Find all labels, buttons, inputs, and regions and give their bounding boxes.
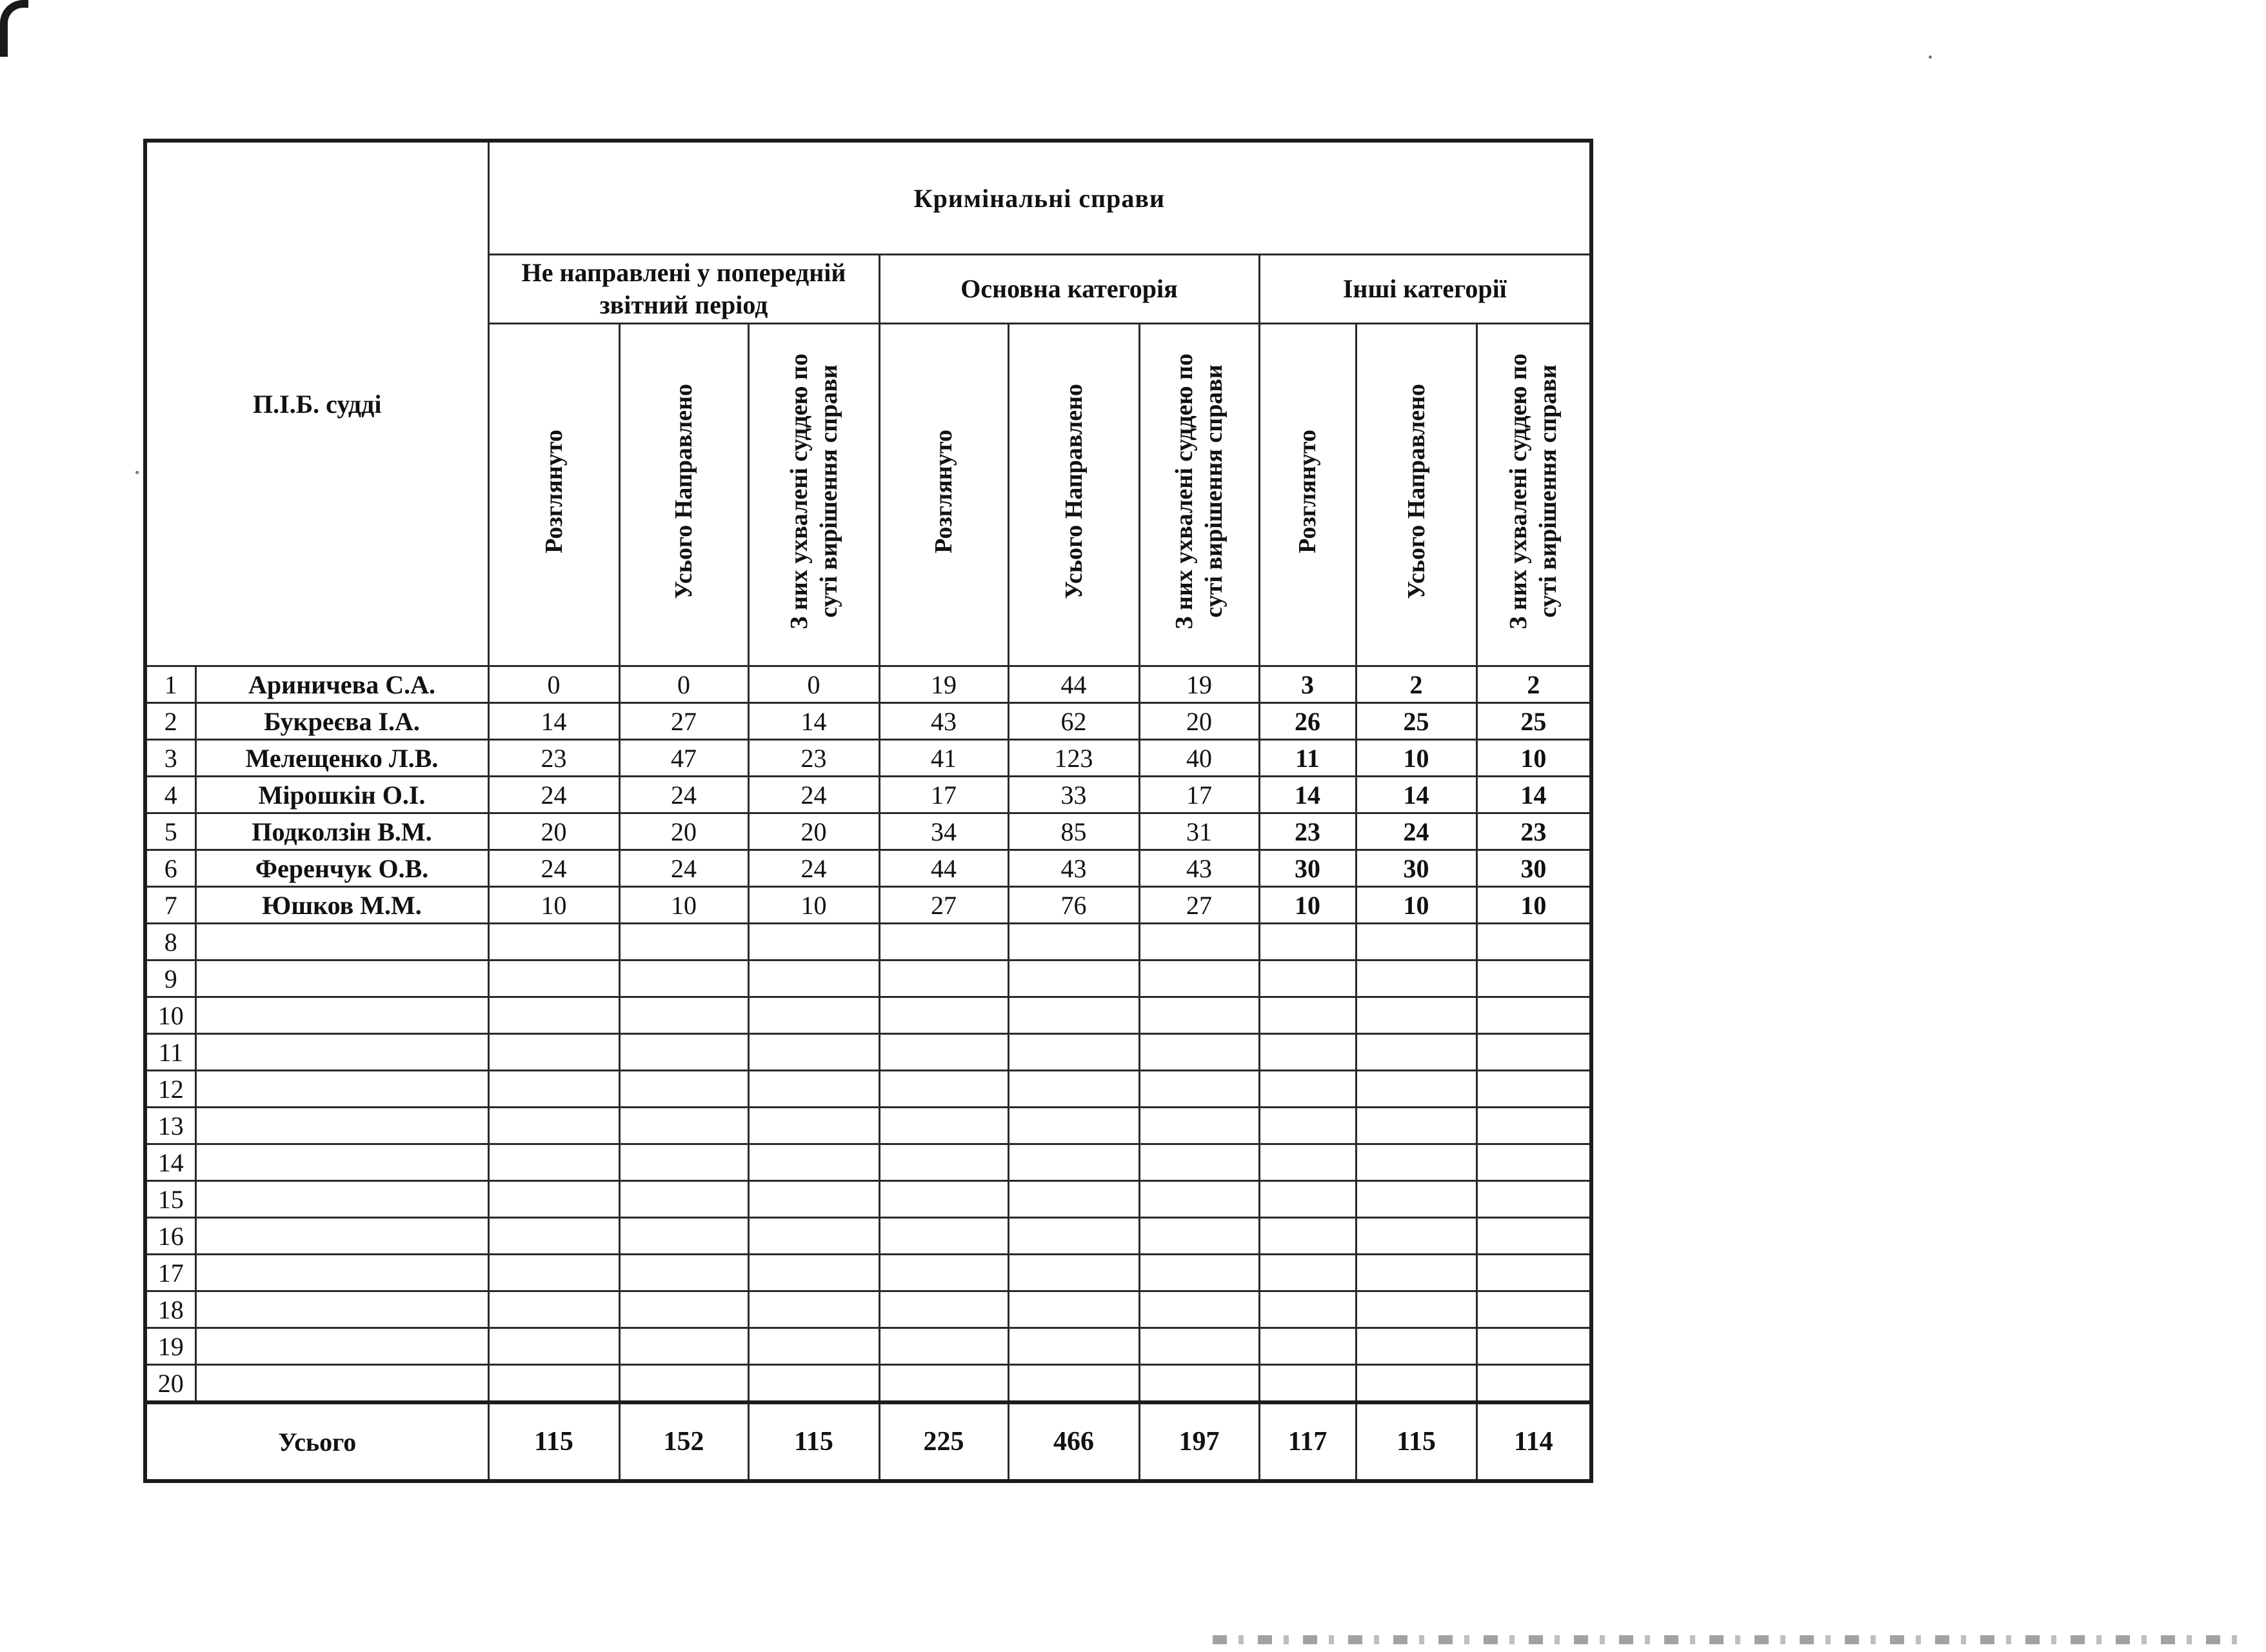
value-cell: [1008, 1365, 1139, 1403]
total-value: 466: [1008, 1402, 1139, 1481]
judge-name-cell: [195, 1365, 488, 1403]
value-cell: [1259, 1181, 1356, 1218]
value-cell: 10: [619, 887, 748, 924]
value-cell: [1259, 1291, 1356, 1328]
judge-name-cell: [195, 1255, 488, 1291]
total-value: 114: [1476, 1402, 1591, 1481]
total-value: 115: [1356, 1402, 1476, 1481]
value-cell: [748, 1328, 879, 1365]
value-cell: [1356, 1034, 1476, 1071]
total-value: 115: [748, 1402, 879, 1481]
row-number: 6: [145, 850, 195, 887]
value-cell: [1139, 1291, 1259, 1328]
value-cell: 10: [748, 887, 879, 924]
table-body: [145, 666, 1591, 1403]
value-cell: 24: [619, 777, 748, 813]
value-cell: 19: [1139, 666, 1259, 703]
value-cell: 20: [1139, 703, 1259, 740]
value-cell: [1008, 1071, 1139, 1108]
value-cell: 24: [488, 850, 619, 887]
value-cell: 25: [1476, 703, 1591, 740]
report-table: [143, 139, 1593, 1483]
value-cell: [1259, 1034, 1356, 1071]
total-label: Усього: [145, 1402, 488, 1481]
row-number: 20: [145, 1365, 195, 1403]
value-cell: 17: [1139, 777, 1259, 813]
table-row: [145, 960, 1591, 997]
total-row: [145, 1402, 1591, 1481]
value-cell: [748, 924, 879, 960]
value-cell: [488, 1255, 619, 1291]
value-cell: [1139, 1255, 1259, 1291]
value-cell: 26: [1259, 703, 1356, 740]
value-cell: [1259, 924, 1356, 960]
value-cell: [748, 1291, 879, 1328]
value-cell: 24: [1356, 813, 1476, 850]
value-cell: [619, 1365, 748, 1403]
value-cell: 23: [748, 740, 879, 777]
table-row: [145, 813, 1591, 850]
value-cell: [1476, 1218, 1591, 1255]
value-cell: [488, 997, 619, 1034]
value-cell: 14: [1356, 777, 1476, 813]
judge-name-cell: Мірошкін О.І.: [195, 777, 488, 813]
value-cell: 123: [1008, 740, 1139, 777]
value-cell: 34: [879, 813, 1008, 850]
value-cell: [1476, 1034, 1591, 1071]
value-cell: 24: [488, 777, 619, 813]
value-cell: [1008, 960, 1139, 997]
judge-name-cell: Ференчук О.В.: [195, 850, 488, 887]
value-cell: [879, 1108, 1008, 1144]
value-cell: 0: [619, 666, 748, 703]
value-cell: [1139, 924, 1259, 960]
value-cell: [1008, 1144, 1139, 1181]
value-cell: [488, 924, 619, 960]
judge-name-header: П.І.Б. судді: [145, 141, 488, 666]
table-row: [145, 1144, 1591, 1181]
value-cell: [1139, 1071, 1259, 1108]
value-cell: [1259, 1144, 1356, 1181]
value-cell: [619, 1108, 748, 1144]
value-cell: [619, 997, 748, 1034]
row-number: 3: [145, 740, 195, 777]
value-cell: [1476, 1328, 1591, 1365]
value-cell: 11: [1259, 740, 1356, 777]
value-cell: 20: [488, 813, 619, 850]
value-cell: [1259, 1108, 1356, 1144]
value-cell: [1476, 1144, 1591, 1181]
value-cell: 33: [1008, 777, 1139, 813]
value-cell: 10: [488, 887, 619, 924]
value-cell: 0: [488, 666, 619, 703]
value-cell: [488, 1218, 619, 1255]
value-cell: 24: [619, 850, 748, 887]
value-cell: 23: [488, 740, 619, 777]
value-cell: 27: [1139, 887, 1259, 924]
value-cell: [1259, 960, 1356, 997]
value-cell: 10: [1356, 887, 1476, 924]
value-cell: 43: [1008, 850, 1139, 887]
value-cell: 85: [1008, 813, 1139, 850]
value-cell: 27: [879, 887, 1008, 924]
value-cell: [879, 1328, 1008, 1365]
value-cell: [748, 1365, 879, 1403]
row-number: 2: [145, 703, 195, 740]
value-cell: 62: [1008, 703, 1139, 740]
value-cell: [748, 1218, 879, 1255]
value-cell: [619, 1034, 748, 1071]
value-cell: [879, 960, 1008, 997]
table-row: [145, 1034, 1591, 1071]
subheader-decided-on-merits: З них ухвалені суддею по суті вирішення справи: [1139, 324, 1259, 666]
table-row: [145, 1291, 1591, 1328]
table-row: [145, 1255, 1591, 1291]
value-cell: [748, 1071, 879, 1108]
value-cell: [748, 1144, 879, 1181]
subheader-total-sent: Усього Направлено: [619, 324, 748, 666]
value-cell: 47: [619, 740, 748, 777]
value-cell: 10: [1356, 740, 1476, 777]
judge-name-cell: [195, 1034, 488, 1071]
value-cell: [1008, 1034, 1139, 1071]
row-number: 16: [145, 1218, 195, 1255]
scan-corner-mark: [0, 0, 28, 57]
value-cell: 14: [1259, 777, 1356, 813]
value-cell: [1259, 1328, 1356, 1365]
value-cell: 31: [1139, 813, 1259, 850]
judge-name-cell: [195, 1291, 488, 1328]
value-cell: [1139, 1034, 1259, 1071]
value-cell: 44: [1008, 666, 1139, 703]
judge-name-cell: Букреєва І.А.: [195, 703, 488, 740]
value-cell: [1356, 997, 1476, 1034]
judge-name-cell: [195, 1218, 488, 1255]
value-cell: 14: [488, 703, 619, 740]
value-cell: [1139, 1365, 1259, 1403]
value-cell: 20: [748, 813, 879, 850]
value-cell: [879, 1144, 1008, 1181]
value-cell: [488, 1034, 619, 1071]
value-cell: [1356, 1365, 1476, 1403]
value-cell: [1356, 1291, 1476, 1328]
value-cell: [619, 924, 748, 960]
judge-name-cell: Подколзін В.М.: [195, 813, 488, 850]
value-cell: 25: [1356, 703, 1476, 740]
row-number: 9: [145, 960, 195, 997]
value-cell: [488, 960, 619, 997]
judge-name-cell: [195, 924, 488, 960]
value-cell: 41: [879, 740, 1008, 777]
table-row: [145, 1108, 1591, 1144]
judge-name-cell: [195, 1108, 488, 1144]
value-cell: 10: [1259, 887, 1356, 924]
table-row: [145, 1328, 1591, 1365]
criminal-cases-header: Кримінальні справи: [488, 141, 1591, 255]
judge-name-cell: [195, 1181, 488, 1218]
value-cell: 30: [1356, 850, 1476, 887]
value-cell: [1356, 1328, 1476, 1365]
table-row: [145, 703, 1591, 740]
value-cell: 10: [1476, 740, 1591, 777]
row-number: 18: [145, 1291, 195, 1328]
value-cell: [879, 1291, 1008, 1328]
value-cell: [1356, 1108, 1476, 1144]
value-cell: [748, 1034, 879, 1071]
group-header-other-categories: Інші категорії: [1259, 255, 1591, 324]
value-cell: [1008, 1328, 1139, 1365]
value-cell: [879, 997, 1008, 1034]
value-cell: [1139, 1218, 1259, 1255]
value-cell: [879, 1365, 1008, 1403]
value-cell: [1139, 1181, 1259, 1218]
value-cell: 24: [748, 777, 879, 813]
value-cell: [488, 1291, 619, 1328]
value-cell: [1139, 1108, 1259, 1144]
value-cell: 17: [879, 777, 1008, 813]
value-cell: [619, 1144, 748, 1181]
value-cell: [1356, 1144, 1476, 1181]
table-row: [145, 666, 1591, 703]
value-cell: [1259, 1365, 1356, 1403]
value-cell: [1356, 1071, 1476, 1108]
row-number: 15: [145, 1181, 195, 1218]
value-cell: 27: [619, 703, 748, 740]
value-cell: [1356, 1218, 1476, 1255]
row-number: 19: [145, 1328, 195, 1365]
value-cell: [1008, 1218, 1139, 1255]
subheader-decided-on-merits: З них ухвалені суддею по суті вирішення справи: [748, 324, 879, 666]
value-cell: [1008, 1108, 1139, 1144]
value-cell: 43: [879, 703, 1008, 740]
value-cell: 43: [1139, 850, 1259, 887]
value-cell: [879, 1071, 1008, 1108]
value-cell: [1008, 1181, 1139, 1218]
value-cell: [1476, 1071, 1591, 1108]
value-cell: 44: [879, 850, 1008, 887]
value-cell: [619, 1328, 748, 1365]
value-cell: [748, 997, 879, 1034]
table-row: [145, 1071, 1591, 1108]
value-cell: [619, 1218, 748, 1255]
scan-edge-noise: [1213, 1635, 2245, 1644]
value-cell: [748, 1255, 879, 1291]
value-cell: [488, 1108, 619, 1144]
value-cell: 30: [1476, 850, 1591, 887]
value-cell: [488, 1071, 619, 1108]
value-cell: [488, 1328, 619, 1365]
subheader-total-sent: Усього Направлено: [1008, 324, 1139, 666]
value-cell: 14: [748, 703, 879, 740]
row-number: 13: [145, 1108, 195, 1144]
value-cell: [1008, 1291, 1139, 1328]
table-row: [145, 1365, 1591, 1403]
value-cell: 30: [1259, 850, 1356, 887]
total-value: 197: [1139, 1402, 1259, 1481]
judge-name-cell: [195, 997, 488, 1034]
value-cell: [1476, 997, 1591, 1034]
table-row: [145, 850, 1591, 887]
value-cell: [748, 1181, 879, 1218]
value-cell: [1139, 1144, 1259, 1181]
value-cell: [619, 1291, 748, 1328]
scan-speck: [1929, 55, 1932, 59]
row-number: 17: [145, 1255, 195, 1291]
value-cell: [488, 1181, 619, 1218]
row-number: 10: [145, 997, 195, 1034]
subheader-reviewed: Розглянуто: [1259, 324, 1356, 666]
value-cell: [879, 1181, 1008, 1218]
total-value: 115: [488, 1402, 619, 1481]
judge-name-cell: Мелещенко Л.В.: [195, 740, 488, 777]
value-cell: [1139, 1328, 1259, 1365]
row-number: 5: [145, 813, 195, 850]
table-row: [145, 1218, 1591, 1255]
judge-name-cell: Ариничева С.А.: [195, 666, 488, 703]
value-cell: 23: [1259, 813, 1356, 850]
value-cell: [748, 1108, 879, 1144]
value-cell: [619, 1071, 748, 1108]
value-cell: [1476, 1291, 1591, 1328]
value-cell: [1356, 1255, 1476, 1291]
value-cell: 2: [1356, 666, 1476, 703]
value-cell: [1008, 924, 1139, 960]
value-cell: [1356, 960, 1476, 997]
value-cell: [879, 1218, 1008, 1255]
value-cell: [1008, 1255, 1139, 1291]
value-cell: [879, 1255, 1008, 1291]
value-cell: 20: [619, 813, 748, 850]
row-number: 1: [145, 666, 195, 703]
value-cell: 76: [1008, 887, 1139, 924]
judge-name-cell: [195, 1144, 488, 1181]
row-number: 4: [145, 777, 195, 813]
row-number: 14: [145, 1144, 195, 1181]
value-cell: [1259, 997, 1356, 1034]
table-row: [145, 777, 1591, 813]
value-cell: [1476, 1255, 1591, 1291]
value-cell: [879, 924, 1008, 960]
value-cell: 2: [1476, 666, 1591, 703]
row-number: 7: [145, 887, 195, 924]
table-row: [145, 924, 1591, 960]
value-cell: [748, 960, 879, 997]
total-value: 117: [1259, 1402, 1356, 1481]
value-cell: [619, 1181, 748, 1218]
value-cell: 40: [1139, 740, 1259, 777]
value-cell: [488, 1365, 619, 1403]
scan-speck: [135, 471, 139, 474]
judge-name-cell: [195, 1328, 488, 1365]
total-value: 152: [619, 1402, 748, 1481]
subheader-reviewed: Розглянуто: [488, 324, 619, 666]
value-cell: [1356, 1181, 1476, 1218]
value-cell: 0: [748, 666, 879, 703]
value-cell: 3: [1259, 666, 1356, 703]
table-row: [145, 887, 1591, 924]
table-row: [145, 1181, 1591, 1218]
value-cell: [619, 1255, 748, 1291]
table-row: [145, 997, 1591, 1034]
subheader-total-sent: Усього Направлено: [1356, 324, 1476, 666]
value-cell: [619, 960, 748, 997]
value-cell: 14: [1476, 777, 1591, 813]
subheader-decided-on-merits: З них ухвалені суддею по суті вирішення справи: [1476, 324, 1591, 666]
table-row: [145, 740, 1591, 777]
value-cell: [879, 1034, 1008, 1071]
value-cell: 19: [879, 666, 1008, 703]
group-header-main-category: Основна категорія: [879, 255, 1259, 324]
value-cell: [1139, 997, 1259, 1034]
value-cell: [1476, 960, 1591, 997]
value-cell: [1476, 1181, 1591, 1218]
value-cell: [1476, 1365, 1591, 1403]
value-cell: [1008, 997, 1139, 1034]
judge-name-cell: [195, 960, 488, 997]
subheader-reviewed: Розглянуто: [879, 324, 1008, 666]
value-cell: [1259, 1218, 1356, 1255]
value-cell: [1259, 1071, 1356, 1108]
judge-name-cell: [195, 1071, 488, 1108]
value-cell: 24: [748, 850, 879, 887]
value-cell: [1356, 924, 1476, 960]
judge-name-cell: Юшков М.М.: [195, 887, 488, 924]
value-cell: 23: [1476, 813, 1591, 850]
value-cell: [1259, 1255, 1356, 1291]
value-cell: 10: [1476, 887, 1591, 924]
total-value: 225: [879, 1402, 1008, 1481]
group-header-not-sent-previous-period: Не направлені у попередній звітний період: [488, 255, 879, 324]
row-number: 12: [145, 1071, 195, 1108]
value-cell: [1139, 960, 1259, 997]
value-cell: [1476, 1108, 1591, 1144]
row-number: 11: [145, 1034, 195, 1071]
row-number: 8: [145, 924, 195, 960]
value-cell: [488, 1144, 619, 1181]
value-cell: [1476, 924, 1591, 960]
